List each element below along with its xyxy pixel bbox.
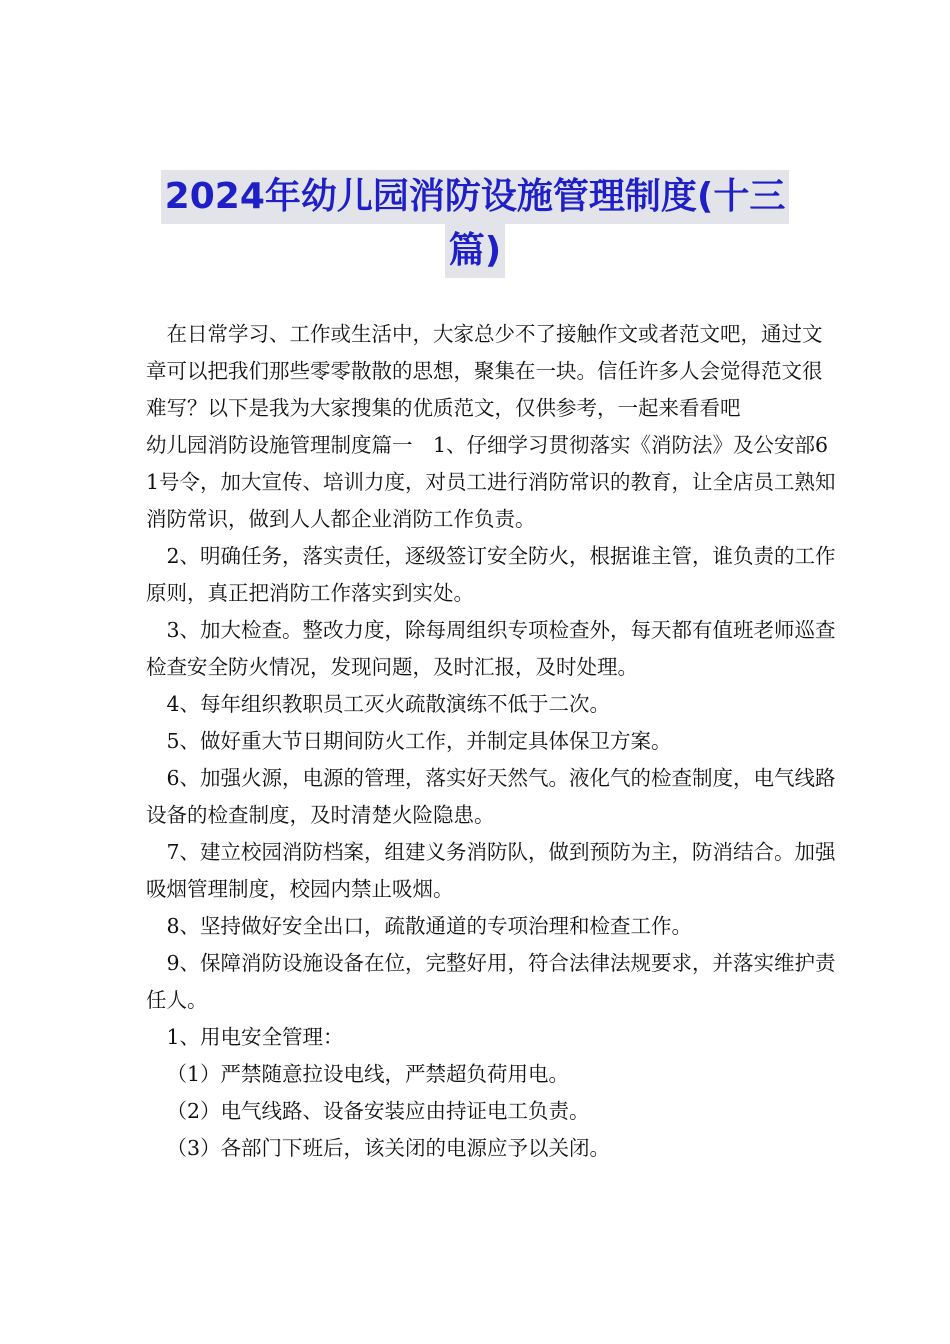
list-item: 2、明确任务，落实责任，逐级签订安全防火，根据谁主管，谁负责的工作原则，真正把消防工作落实到实处。: [146, 544, 836, 605]
list-item: 5、做好重大节日期间防火工作，并制定具体保卫方案。: [166, 729, 672, 753]
sub-list-item: （2）电气线路、设备安装应由持证电工负责。: [166, 1099, 590, 1123]
list-item: 6、加强火源，电源的管理，落实好天然气。液化气的检查制度，电气线路设备的检查制度，及时清楚火险隐患。: [146, 766, 836, 827]
list-item: 8、坚持做好安全出口，疏散通道的专项治理和检查工作。: [166, 914, 693, 938]
intro-paragraph: 在日常学习、工作或生活中，大家总少不了接触作文或者范文吧，通过文章可以把我们那些零零散散的思想，聚集在一块。信任许多人会觉得范文很难写？以下是我为大家搜集的优质范文，仅供参考，一起来看看吧: [146, 322, 823, 420]
document-body: [146, 316, 836, 1167]
list-item: 9、保障消防设施设备在位，完整好用，符合法律法规要求，并落实维护责任人。: [146, 951, 836, 1012]
sub-list-item: （3）各部门下班后，该关闭的电源应予以关闭。: [166, 1136, 611, 1160]
document-title: [0, 170, 950, 278]
sub-list-item: （1）严禁随意拉设电线，严禁超负荷用电。: [166, 1062, 570, 1086]
list-item: 3、加大检查。整改力度，除每周组织专项检查外，每天都有值班老师巡查检查安全防火情况，发现问题，及时汇报，及时处理。: [146, 618, 836, 679]
subsection-heading: 1、用电安全管理：: [166, 1025, 344, 1049]
list-item: 4、每年组织教职员工灭火疏散演练不低于二次。: [166, 692, 611, 716]
title-line-2: 篇): [445, 224, 505, 278]
list-item: 7、建立校园消防档案，组建义务消防队，做到预防为主，防消结合。加强吸烟管理制度，校园内禁止吸烟。: [146, 840, 836, 901]
section-heading-paragraph: 幼儿园消防设施管理制度篇一 1、仔细学习贯彻落实《消防法》及公安部61号令，加大宣传、培训力度，对员工进行消防常识的教育，让全店员工熟知消防常识，做到人人都企业消防工作负责。: [146, 433, 836, 531]
title-line-1: 2024年幼儿园消防设施管理制度(十三: [161, 170, 790, 224]
